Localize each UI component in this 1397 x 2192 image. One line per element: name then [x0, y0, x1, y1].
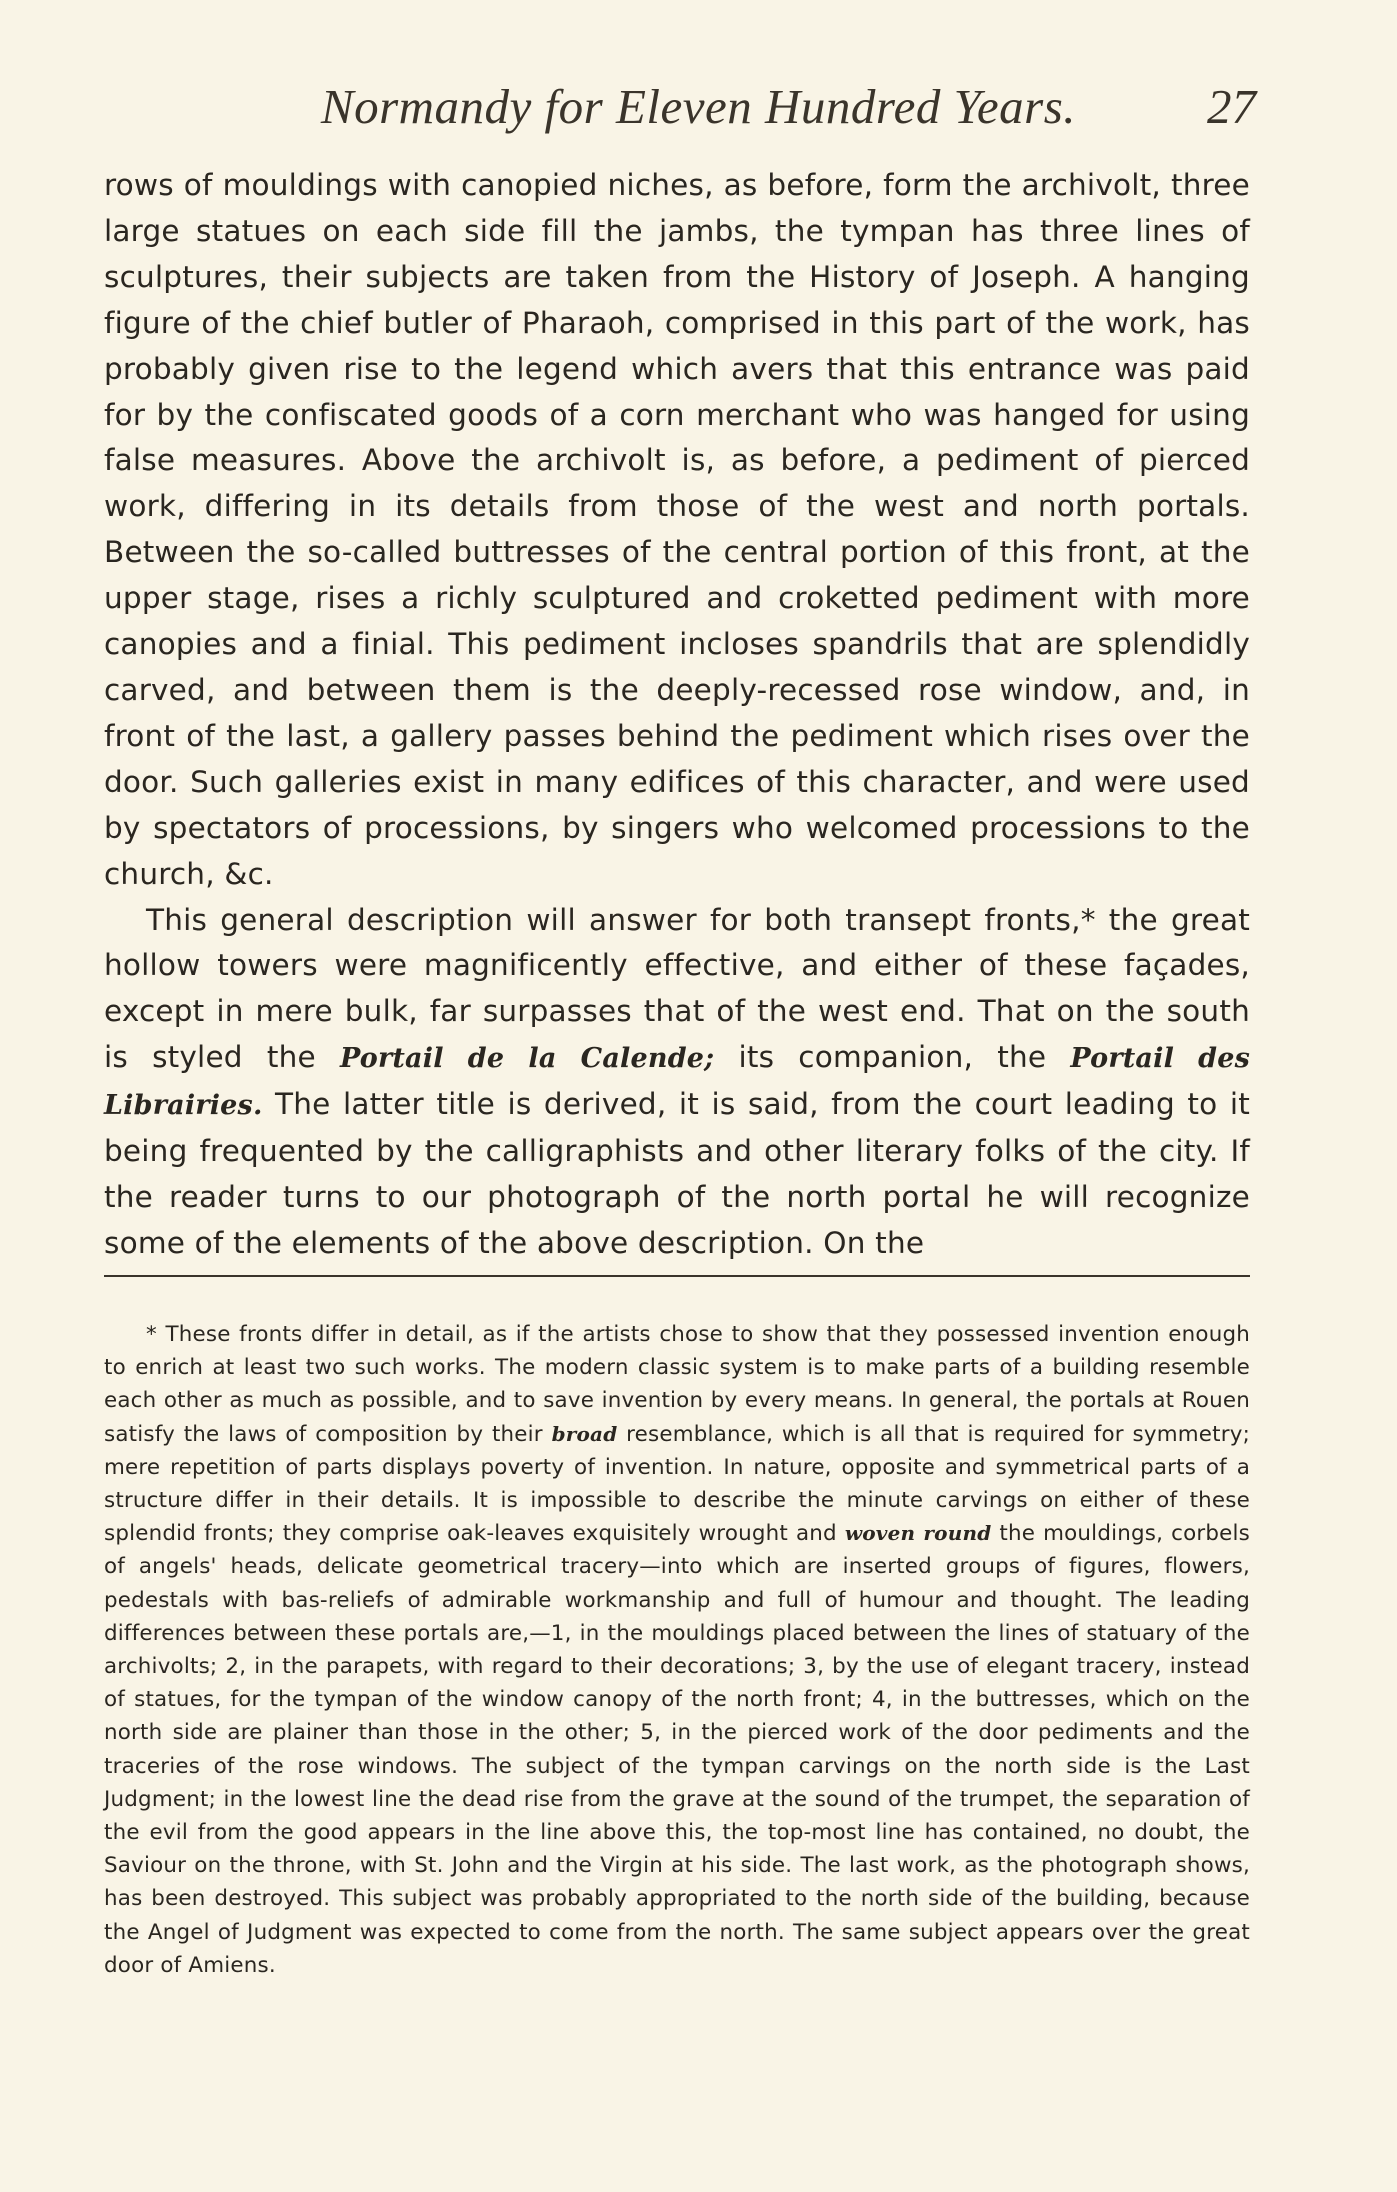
- footnote-text-c: the mouldings, corbels of angels' heads, delicate geometrical tracery—into which are inserted groups of figures, flowers, pedestals with bas-reliefs of admirable workmanship and full of humour and thought. The leading differences between these portals are,—1, in the mouldings placed between the lines of statuary of the archivolts; 2, in the parapets, with regard to their decorations; 3, by the use of elegant tracery, instead of statues, for the tympan of the window canopy of the north front; 4, in the buttresses, which on the north side are plainer than those in the other; 5, in the pierced work of the door pediments and the traceries of the rose windows. The subject of the tympan carvings on the north side is the Last Judgment; in the lowest line the dead rise from the grave at the sound of the trumpet, the separation of the evil from the good appears in the line above this, the top-most line has contained, no doubt, the Saviour on the throne, with St. John and the Virgin at his side. The last work, as the photograph shows, has been destroyed. This subject was probably appropriated to the north side of the building, because the Angel of Judgment was expected to come from the north. The same subject appears over the great door of Amiens.: [104, 1521, 1250, 1978]
- footnote-rule: [104, 1275, 1250, 1277]
- footnote-italic-broad: broad: [551, 1421, 618, 1446]
- portail-des-librairies: Portail des Librairies.: [104, 1043, 1251, 1122]
- running-title: Normandy for Eleven Hundred Years.: [320, 79, 1077, 134]
- paragraph-2-text-c: The latter title is derived, it is said, from the court leading to it being frequented by the calligraphists and other literary folks of the city. If the reader turns to our photograph of the north portal he will recognize some of the elements of the above description. On the: [104, 1087, 1250, 1260]
- paragraph-2-text-a: This general description will answer for both transept fronts,* the great hollow towers were magnificently effective, and either of these façades, except in mere bulk, far surpasses that of the west end. That on the south is styled the: [104, 902, 1250, 1075]
- paragraph-2-text-b: its companion, the: [738, 1040, 1047, 1075]
- footnote-text-b: resemblance, which is all that is required for symmetry; mere repetition of parts displays poverty of invention. In nature, opposite and symmetrical parts of a structure differ in their details. It is impossible to describe the minute carvings on either of these splendid fronts; they comprise oak-leaves exquisitely wrought and: [104, 1421, 1251, 1547]
- footnote-text-a: These fronts differ in detail, as if the artists chose to show that they possessed invention enough to enrich at least two such works. The modern classic system is to make parts of a building resemble each other as much as possible, and to save invention by every means. In general, the portals at Rouen satisfy the laws of composition by their: [104, 1322, 1250, 1447]
- running-head: [0, 78, 1397, 138]
- portail-de-la-calende: Portail de la Calende;: [339, 1043, 715, 1075]
- page-number: 27: [1207, 79, 1256, 134]
- body-text: [104, 163, 1250, 1267]
- footnote-italic-woven-round: woven round: [844, 1521, 992, 1546]
- paragraph-2: [104, 898, 1250, 1267]
- footnote: [104, 1318, 1250, 1982]
- footnote-mark: *: [146, 1322, 157, 1347]
- paragraph-1: rows of mouldings with canopied niches, as before, form the archivolt, three large statues on each side fill the jambs, the tympan has three lines of sculptures, their subjects are taken from the History of Joseph. A hanging figure of the chief butler of Pharaoh, comprised in this part of the work, has probably given rise to the legend which avers that this entrance was paid for by the confiscated goods of a corn merchant who was hanged for using false measures. Above the archivolt is, as before, a pediment of pierced work, differing in its details from those of the west and north portals. Between the so-called buttresses of the central portion of this front, at the upper stage, rises a richly sculptured and croketted pediment with more canopies and a finial. This pediment incloses spandrils that are splendidly carved, and between them is the deeply-recessed rose window, and, in front of the last, a gallery passes behind the pediment which rises over the door. Such galleries exist in many edifices of this character, and were used by spectators of processions, by singers who welcomed processions to the church, &c.: [104, 168, 1250, 891]
